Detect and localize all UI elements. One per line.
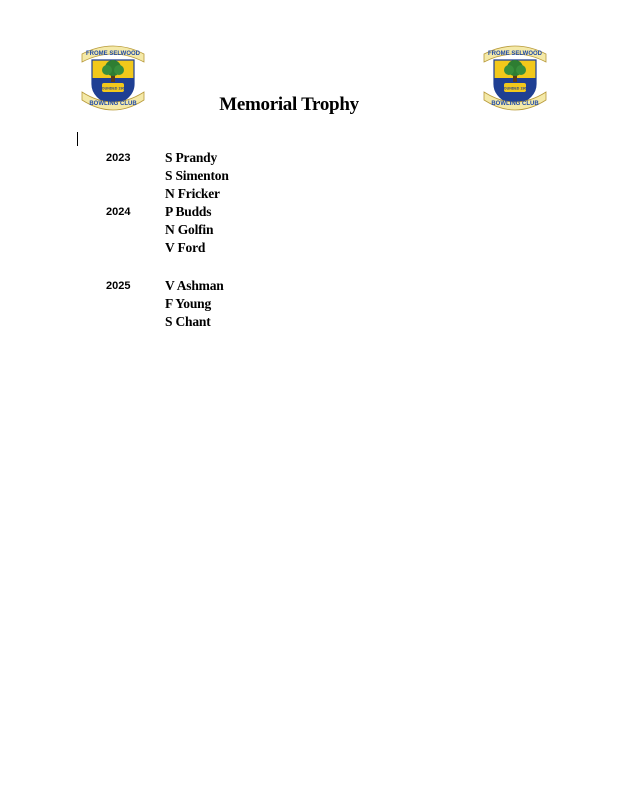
winner-name: P Budds bbox=[165, 204, 212, 219]
winner-name: N Golfin bbox=[165, 222, 214, 237]
winner-row bbox=[0, 150, 629, 168]
winner-name: S Prandy bbox=[165, 150, 218, 165]
winner-name: F Young bbox=[165, 296, 211, 311]
winner-row bbox=[0, 314, 629, 332]
winner-name: S Chant bbox=[165, 314, 211, 329]
crest-founded-text: FOUNDED 1907 bbox=[501, 86, 529, 91]
year-label: 2025 bbox=[106, 280, 131, 292]
winner-row bbox=[0, 240, 629, 258]
winner-row bbox=[0, 204, 629, 222]
winner-row bbox=[0, 168, 629, 186]
winner-name: S Simenton bbox=[165, 168, 229, 183]
winner-row bbox=[0, 222, 629, 240]
crest-top-text: FROME SELWOOD bbox=[488, 51, 542, 57]
winner-name: V Ford bbox=[165, 240, 206, 255]
winner-name: V Ashman bbox=[165, 278, 224, 293]
year-label: 2023 bbox=[106, 152, 131, 164]
winner-row bbox=[0, 186, 629, 204]
year-label: 2024 bbox=[106, 206, 131, 218]
crest-top-text: FROME SELWOOD bbox=[86, 51, 140, 57]
winner-row bbox=[0, 278, 629, 296]
crest-founded-text: FOUNDED 1907 bbox=[99, 86, 127, 91]
winner-name: N Fricker bbox=[165, 186, 220, 201]
crest-bottom-text: BOWLING CLUB bbox=[491, 101, 539, 107]
winner-row bbox=[0, 296, 629, 314]
page-title: Memorial Trophy bbox=[219, 94, 359, 115]
crest-bottom-text: BOWLING CLUB bbox=[89, 101, 137, 107]
text-cursor bbox=[77, 132, 78, 146]
